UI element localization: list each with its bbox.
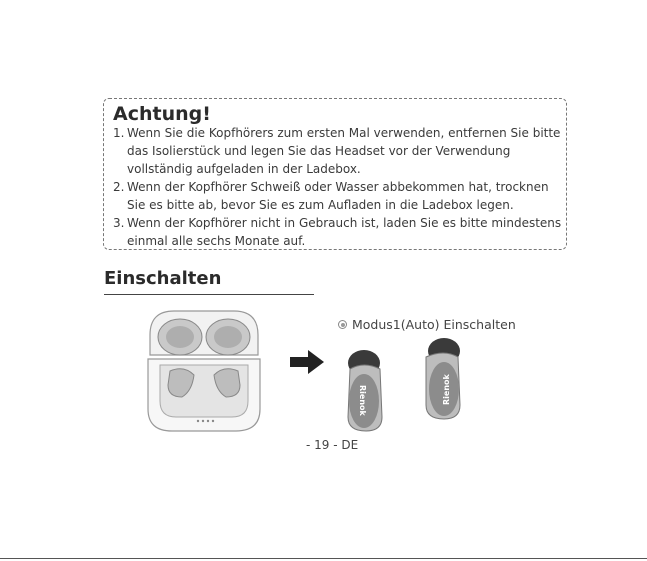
warning-line: Wenn Sie die Kopfhörers zum ersten Mal verwenden, entfernen Sie bitte xyxy=(127,126,561,140)
warning-line: Sie es bitte ab, bevor Sie es zum Aufladen in die Ladebox legen. xyxy=(127,198,514,212)
charging-case-illustration xyxy=(144,305,264,435)
warning-line: Wenn der Kopfhörer nicht in Gebrauch ist, laden Sie es bitte mindestens xyxy=(127,216,562,230)
warning-item-1 xyxy=(113,124,573,178)
earbud-left-illustration xyxy=(340,347,390,435)
warning-item-number: 1. xyxy=(113,126,125,140)
section-title: Einschalten xyxy=(104,268,222,289)
mode-indicator-icon xyxy=(338,320,347,329)
warning-item-2 xyxy=(113,178,573,214)
warning-list xyxy=(113,124,573,250)
warning-item-number: 2. xyxy=(113,180,125,194)
warning-item-number: 3. xyxy=(113,216,125,230)
bottom-rule xyxy=(0,558,647,559)
warning-title: Achtung! xyxy=(113,103,211,125)
warning-item-3 xyxy=(113,214,573,250)
mode-label xyxy=(338,317,516,332)
mode-label-text: Modus1(Auto) Einschalten xyxy=(352,317,516,332)
arrow-right-icon xyxy=(290,350,324,374)
warning-line: vollständig aufgeladen in der Ladebox. xyxy=(127,162,361,176)
earbud-right-illustration xyxy=(418,335,468,423)
section-divider xyxy=(104,294,314,295)
earbud-brand-label: Rienok xyxy=(442,374,451,405)
warning-line: das Isolierstück und legen Sie das Headset vor der Verwendung xyxy=(127,144,511,158)
page-number: - 19 - DE xyxy=(306,438,359,452)
earbud-brand-label: Rienok xyxy=(358,385,367,416)
warning-line: Wenn der Kopfhörer Schweiß oder Wasser abbekommen hat, trocknen xyxy=(127,180,549,194)
warning-line: einmal alle sechs Monate auf. xyxy=(127,234,306,248)
